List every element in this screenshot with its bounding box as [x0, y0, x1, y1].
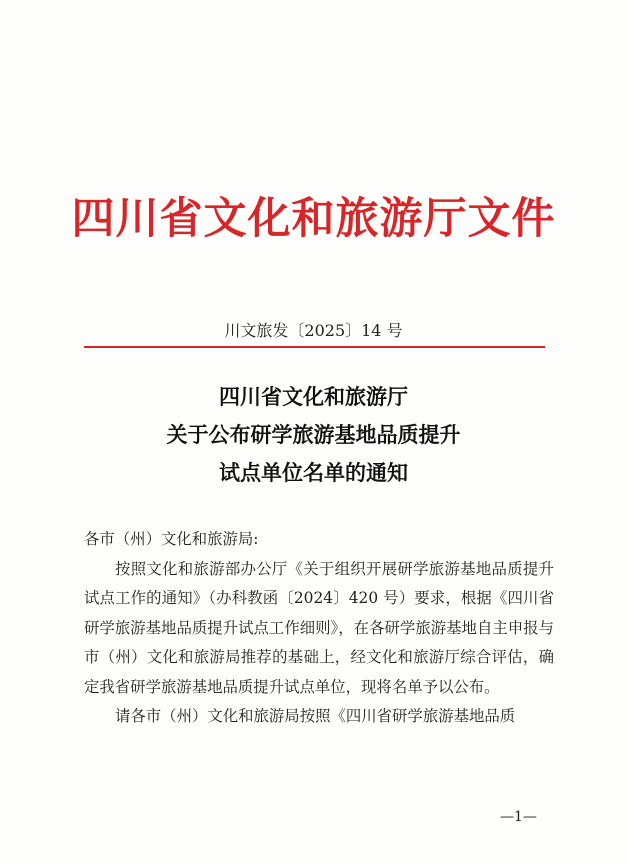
title-line-2: 关于公布研学旅游基地品质提升 — [166, 422, 461, 447]
title-line-1: 四川省文化和旅游厅 — [219, 384, 408, 409]
body-paragraph-1: 按照文化和旅游部办公厅《关于组织开展研学旅游基地品质提升试点工作的通知》（办科教函〔2024〕420 号）要求，根据《四川省研学旅游基地品质提升试点工作细则》，在各研学旅游基地自主申报与市（州）文化和旅游局推荐的基础上，经文化和旅游厅综合评估，确定我省研学旅游基地品质提升试点单位，现将名单予以公布。 — [84, 559, 554, 696]
red-divider-line — [84, 346, 545, 348]
document-number: 川文旅发〔2025〕14 号 — [224, 321, 403, 340]
body-paragraph-2: 请各市（州）文化和旅游局按照《四川省研学旅游基地品质 — [115, 707, 516, 725]
salutation: 各市（州）文化和旅游局: — [84, 530, 259, 548]
document-body — [84, 525, 554, 732]
title-line-3: 试点单位名单的通知 — [219, 460, 408, 485]
issuer-header-title: 四川省文化和旅游厅文件 — [71, 194, 556, 244]
page-number: —1— — [500, 809, 537, 825]
document-title — [0, 378, 627, 492]
